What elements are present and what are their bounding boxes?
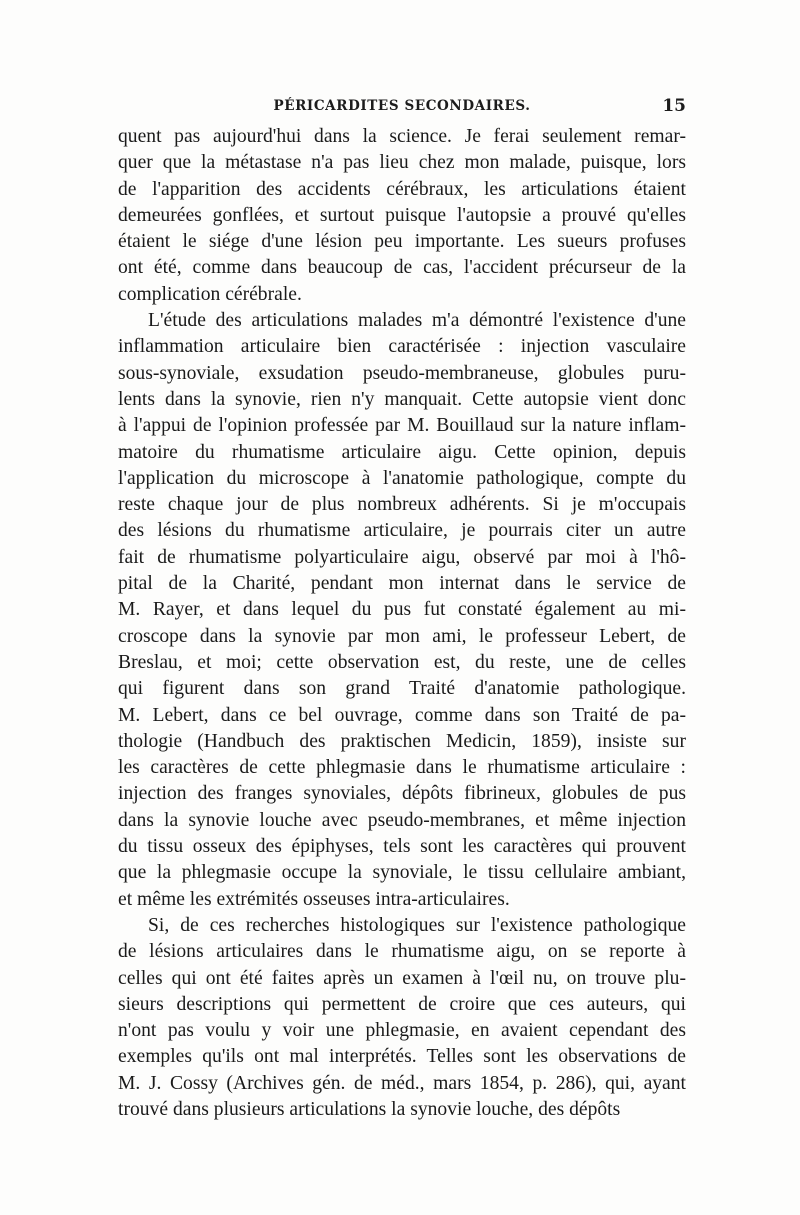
text-line: quent pas aujourd'hui dans la science. Je ferai seulement remar- (118, 126, 686, 147)
text-line: exemples qu'ils ont mal interprétés. Telles sont les observations de (118, 1046, 686, 1068)
text-line: trouvé dans plusieurs articulations la synovie louche, des dépôts (118, 1098, 621, 1120)
text-line: reste chaque jour de plus nombreux adhérents. Si je m'occupais (118, 494, 686, 516)
paragraph (118, 308, 686, 913)
text-line: complication cérébrale. (118, 283, 302, 305)
text-line: les caractères de cette phlegmasie dans le rhumatisme articulaire : (118, 757, 686, 779)
text-line: qui figurent dans son grand Traité d'anatomie pathologique. (118, 678, 686, 700)
text-line: celles qui ont été faites après un examen à l'œil nu, on trouve plu- (118, 967, 686, 989)
text-line: sieurs descriptions qui permettent de croire que ces auteurs, qui (118, 993, 686, 1015)
text-line: L'étude des articulations malades m'a démontré l'existence d'une (148, 310, 686, 332)
text-line: inflammation articulaire bien caractérisée : injection vasculaire (118, 336, 686, 358)
text-line: thologie (Handbuch des praktischen Medicin, 1859), insiste sur (118, 730, 686, 752)
text-line: Si, de ces recherches histologiques sur l'existence pathologique (148, 914, 686, 936)
text-line: à l'appui de l'opinion professée par M. Bouillaud sur la nature inflam- (118, 415, 686, 437)
page-number: 15 (662, 96, 686, 116)
text-line: M. Lebert, dans ce bel ouvrage, comme dans son Traité de pa- (118, 704, 686, 726)
running-title: PÉRICARDITES SECONDAIRES. (273, 98, 531, 114)
running-head (118, 98, 686, 120)
text-line: de l'apparition des accidents cérébraux, les articulations étaient (118, 178, 686, 200)
text-line: sous-synoviale, exsudation pseudo-membraneuse, globules puru- (118, 362, 686, 384)
text-line: demeurées gonflées, et surtout puisque l'autopsie a prouvé qu'elles (118, 204, 686, 226)
text-line: que la phlegmasie occupe la synoviale, le tissu cellulaire ambiant, (118, 862, 686, 884)
paragraph (118, 913, 686, 1123)
text-line: fait de rhumatisme polyarticulaire aigu, observé par moi à l'hô- (118, 546, 686, 568)
text-line: quer que la métastase n'a pas lieu chez mon malade, puisque, lors (118, 152, 686, 174)
paragraph (118, 124, 686, 308)
body-text (118, 124, 686, 1123)
text-line: et même les extrémités osseuses intra-articulaires. (118, 888, 510, 910)
text-line: ont été, comme dans beaucoup de cas, l'accident précurseur de la (118, 257, 686, 279)
text-line: M. Rayer, et dans lequel du pus fut constaté également au mi- (118, 599, 686, 621)
text-line: n'ont pas voulu y voir une phlegmasie, en avaient cependant des (118, 1020, 686, 1042)
text-line: pital de la Charité, pendant mon internat dans le service de (118, 573, 686, 595)
text-line: l'application du microscope à l'anatomie pathologique, compte du (118, 467, 686, 489)
text-line: du tissu osseux des épiphyses, tels sont les caractères qui prouvent (118, 836, 686, 858)
text-line: matoire du rhumatisme articulaire aigu. Cette opinion, depuis (118, 441, 686, 463)
text-line: Breslau, et moi; cette observation est, du reste, une de celles (118, 651, 686, 673)
text-line: croscope dans la synovie par mon ami, le professeur Lebert, de (118, 625, 686, 647)
text-line: des lésions du rhumatisme articulaire, je pourrais citer un autre (118, 520, 686, 542)
text-line: de lésions articulaires dans le rhumatisme aigu, on se reporte à (118, 941, 686, 963)
text-line: étaient le siége d'une lésion peu importante. Les sueurs profuses (118, 231, 686, 253)
text-line: M. J. Cossy (Archives gén. de méd., mars 1854, p. 286), qui, ayant (118, 1072, 686, 1094)
text-line: lents dans la synovie, rien n'y manquait. Cette autopsie vient donc (118, 388, 686, 410)
text-line: dans la synovie louche avec pseudo-membranes, et même injection (118, 809, 686, 831)
text-line: injection des franges synoviales, dépôts fibrineux, globules de pus (118, 783, 686, 805)
